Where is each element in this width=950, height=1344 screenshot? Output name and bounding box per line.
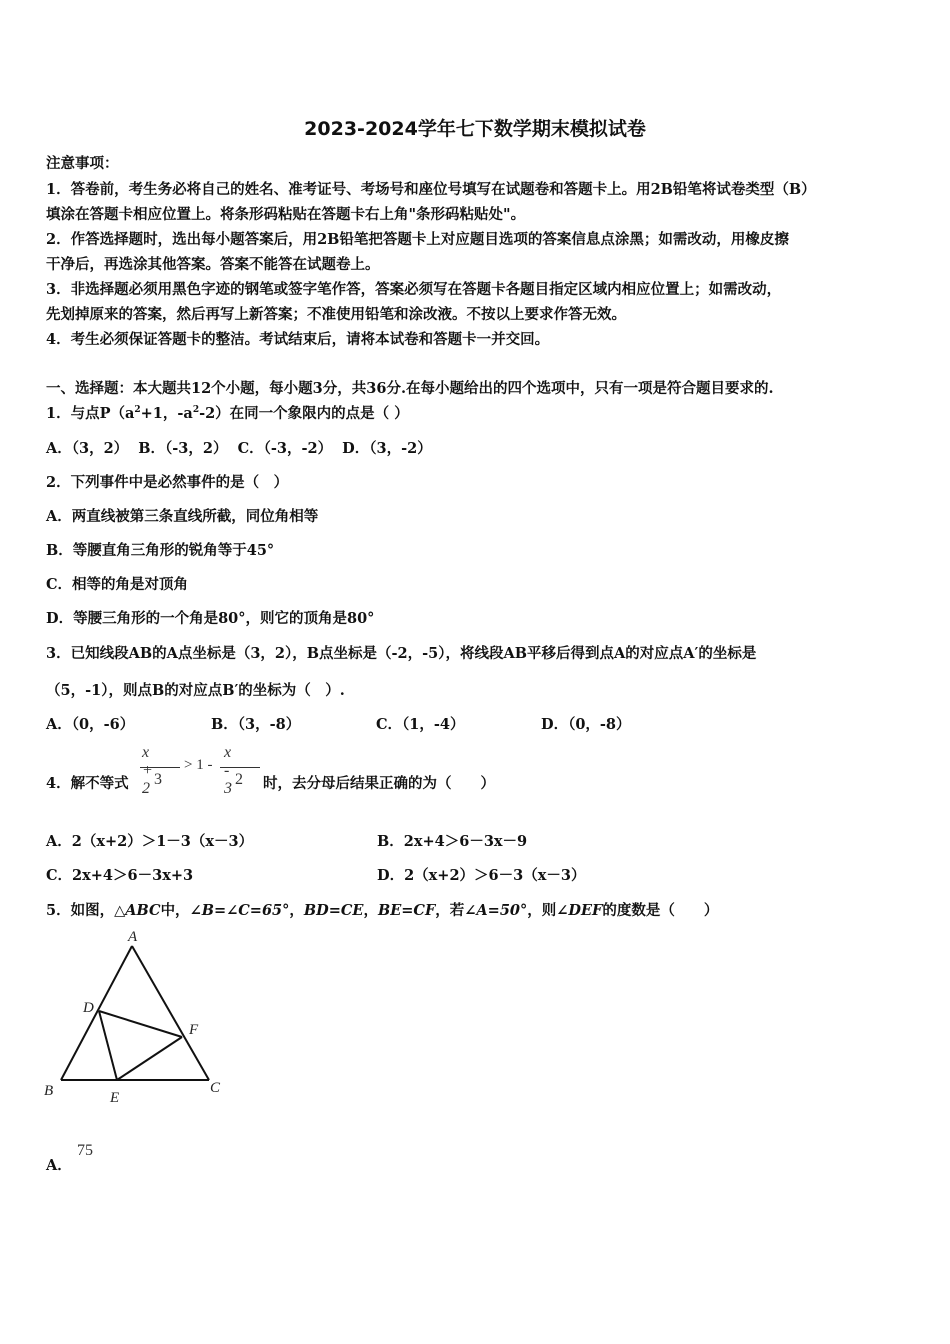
fraction-2-numerator: x - 3 [224,744,232,797]
notes-line: 2．作答选择题时，选出每小题答案后，用2B铅笔把答题卡上对应题目选项的答案信息点涂黑；如需改动，用橡皮擦 [46,231,789,248]
question-3-option-c: C．（1，-4） [376,716,465,733]
question-3-option-b: B．（3，-8） [211,716,301,733]
question-1-stem: 1．与点$P(a^2+1$，$-a^2-2$）在同一个象限内的点是（ ） [46,405,409,422]
question-1-options: A．（3，2） B．（-3，2） C．（-3，-2） D．（3，-2） [46,440,432,457]
notes-line: 1．答卷前，考生务必将自己的姓名、准考证号、考场号和座位号填写在试题卷和答题卡上。用2B铅笔将试卷类型（B） [46,181,816,198]
fraction-2-denominator: 2 [235,771,243,788]
inequality-middle: > 1 - [184,757,213,773]
side-ab [61,946,132,1080]
page-title: 2023-2024学年七下数学期末模拟试卷 [304,118,646,140]
question-4-prefix: 4．解不等式 [46,775,129,792]
fraction-bar [140,767,180,768]
notes-line: 4．考生必须保证答题卡的整洁。考试结束后，请将本试卷和答题卡一并交回。 [46,331,550,348]
question-4-option-b: B．2x+4＞6－3x－9 [377,833,528,850]
triangle-figure [40,926,240,1111]
question-2-option-c: C．相等的角是对顶角 [46,576,189,593]
vertex-label-a: A [128,929,138,945]
side-ac [132,946,209,1080]
question-5-stem: 5．如图，△ABC中，∠B=∠C=65°，BD=CE，BE=CF，若∠A=50°，则∠DEF的度数是（ ） [46,902,719,919]
question-2-option-d: D．等腰三角形的一个角是80°，则它的顶角是80° [46,610,375,627]
question-4-suffix: 时，去分母后结果正确的为（ ） [263,775,495,792]
notes-heading: 注意事项： [46,155,119,172]
fraction-1-numerator: x + 2 [142,744,153,797]
question-4-option-d: D．2（x+2）＞6－3（x－3） [377,867,586,884]
fraction-1-denominator: 3 [154,771,162,788]
question-5-option-a-label: A． [46,1157,72,1174]
vertex-label-b: B [44,1083,54,1099]
section-heading: 一、选择题：本大题共12个小题，每小题3分，共36分.在每小题给出的四个选项中，只有一项是符合题目要求的. [46,380,774,397]
question-2-option-a: A．两直线被第三条直线所截，同位角相等 [46,508,319,525]
question-2-stem: 2．下列事件中是必然事件的是（ ） [46,474,289,491]
notes-line: 3．非选择题必须用黑色字迹的钢笔或签字笔作答，答案必须写在答题卡各题目指定区域内相应位置上；如需改动， [46,281,782,298]
fraction-bar [220,767,260,768]
vertex-label-e: E [110,1090,120,1106]
notes-line: 干净后，再选涂其他答案。答案不能答在试题卷上。 [46,256,380,273]
question-3-option-d: D．（0，-8） [541,716,631,733]
notes-line: 先划掉原来的答案，然后再写上新答案；不准使用铅笔和涂改液。不按以上要求作答无效。 [46,306,626,323]
question-3-stem: 3．已知线段AB的A点坐标是（3，2），B点坐标是（-2，-5），将线段AB平移后得到点A的对应点A′的坐标是 [46,645,757,662]
question-4-option-c: C．2x+4＞6－3x+3 [46,867,194,884]
question-3-option-a: A．（0，-6） [46,716,135,733]
question-3-stem-cont: （5，-1），则点B的对应点B′的坐标为（ ）. [46,682,345,699]
vertex-label-f: F [189,1022,199,1038]
segment-df [99,1011,182,1037]
vertex-label-c: C [210,1080,221,1096]
question-2-option-b: B．等腰直角三角形的锐角等于45° [46,542,275,559]
question-5-option-a-value: 75 [77,1142,93,1159]
vertex-label-d: D [83,1000,94,1016]
segment-ef [117,1037,182,1080]
question-4-option-a: A．2（x+2）＞1－3（x－3） [46,833,254,850]
segment-de [99,1011,117,1080]
notes-line: 填涂在答题卡相应位置上。将条形码粘贴在答题卡右上角"条形码粘贴处"。 [46,206,526,223]
